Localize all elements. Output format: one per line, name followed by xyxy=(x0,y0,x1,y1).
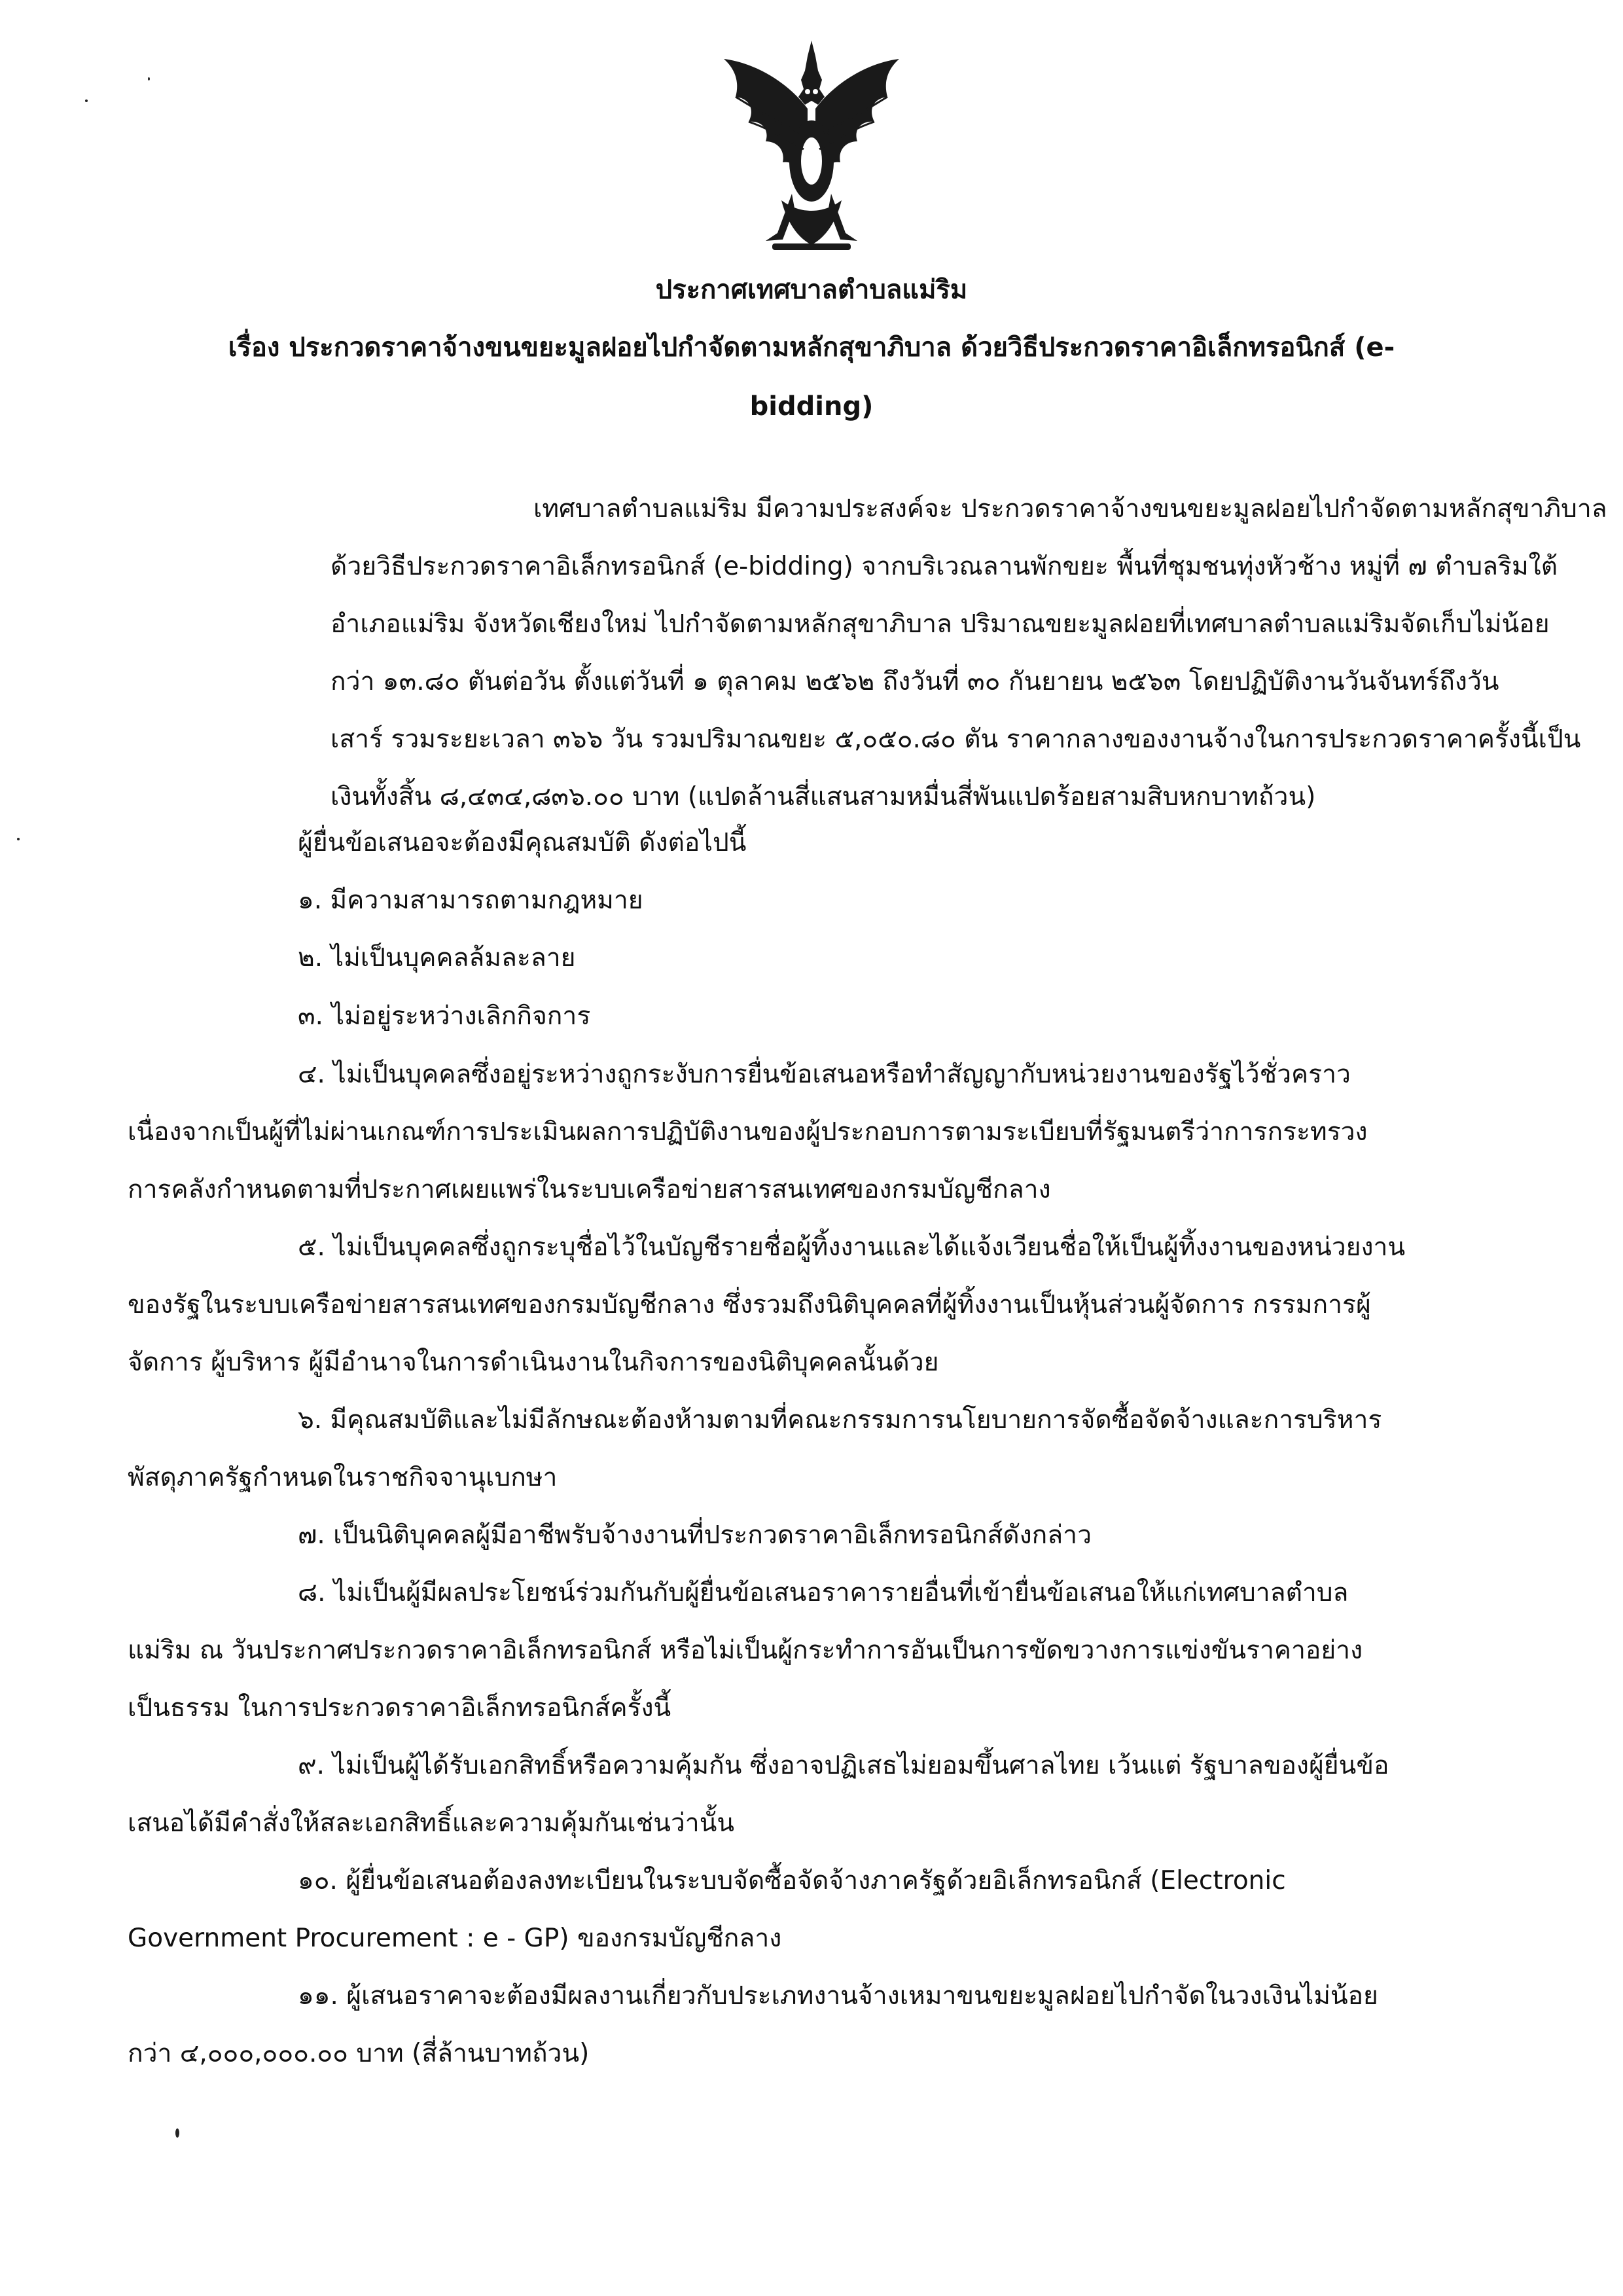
qualification-item-6: ๖. มีคุณสมบัติและไม่มีลักษณะต้องห้ามตามที่คณะกรรมการนโยบายการจัดซื้อจัดจ้างและการบริหาร xyxy=(298,1405,1382,1435)
qualification-item-5-cont: จัดการ ผู้บริหาร ผู้มีอำนาจในการดำเนินงานในกิจการของนิติบุคคลนั้นด้วย xyxy=(128,1348,939,1377)
qualification-item-11: ๑๑. ผู้เสนอราคาจะต้องมีผลงานเกี่ยวกับประเภทงานจ้างเหมาขนขยะมูลฝอยไปกำจัดในวงเงินไม่น้อย xyxy=(298,1981,1378,2011)
qualification-item-6-cont: พัสดุภาครัฐกำหนดในราชกิจจานุเบกษา xyxy=(128,1463,558,1492)
announcement-subject-line-2: bidding) xyxy=(749,391,874,422)
intro-line: เสาร์ รวมระยะเวลา ๓๖๖ วัน รวมปริมาณขยะ ๕,๐๕๐.๘๐ ตัน ราคากลางของงานจ้างในการประกวดราคาครั้งนี้เป็น xyxy=(330,725,1581,754)
qualification-item-1: ๑. มีความสามารถตามกฎหมาย xyxy=(298,886,643,915)
qualification-item-10-cont: Government Procurement : e - GP) ของกรมบัญชีกลาง xyxy=(128,1924,782,1953)
qualification-item-8-cont: เป็นธรรม ในการประกวดราคาอิเล็กทรอนิกส์ครั้งนี้ xyxy=(128,1693,671,1723)
qualification-item-4-cont: เนื่องจากเป็นผู้ที่ไม่ผ่านเกณฑ์การประเมินผลการปฏิบัติงานของผู้ประกอบการตามระเบียบที่รัฐมนตรีว่าการกระทรวง xyxy=(128,1117,1368,1147)
intro-line: เงินทั้งสิ้น ๘,๔๓๔,๘๓๖.๐๐ บาท (แปดล้านสี่แสนสามหมื่นสี่พันแปดร้อยสามสิบหกบาทถ้วน) xyxy=(330,782,1316,812)
qualification-item-4: ๔. ไม่เป็นบุคคลซึ่งอยู่ระหว่างถูกระงับการยื่นข้อเสนอหรือทำสัญญากับหน่วยงานของรัฐไว้ชั่วคราว xyxy=(298,1060,1351,1089)
qualification-item-8: ๘. ไม่เป็นผู้มีผลประโยชน์ร่วมกันกับผู้ยื่นข้อเสนอราคารายอื่นที่เข้ายื่นข้อเสนอให้แก่เทศบาลตำบล xyxy=(298,1578,1349,1607)
qualification-item-11-cont: กว่า ๔,๐๐๐,๐๐๐.๐๐ บาท (สี่ล้านบาทถ้วน) xyxy=(128,2039,590,2068)
qualification-item-5-cont: ของรัฐในระบบเครือข่ายสารสนเทศของกรมบัญชีกลาง ซึ่งรวมถึงนิติบุคคลที่ผู้ทิ้งงานเป็นหุ้นส่วนผู้จัดการ กรรมการผู้ xyxy=(128,1290,1371,1319)
announcement-issuer: ประกาศเทศบาลตำบลแม่ริม xyxy=(655,275,968,305)
qualification-item-10: ๑๐. ผู้ยื่นข้อเสนอต้องลงทะเบียนในระบบจัดซื้อจัดจ้างภาครัฐด้วยอิเล็กทรอนิกส์ (Electronic xyxy=(298,1866,1286,1895)
qualifications-heading: ผู้ยื่นข้อเสนอจะต้องมีคุณสมบัติ ดังต่อไปนี้ xyxy=(298,828,747,857)
garuda-emblem xyxy=(709,37,914,262)
intro-line: เทศบาลตำบลแม่ริม มีความประสงค์จะ ประกวดราคาจ้างขนขยะมูลฝอยไปกำจัดตามหลักสุขาภิบาล xyxy=(533,494,1607,524)
qualification-item-5: ๕. ไม่เป็นบุคคลซึ่งถูกระบุชื่อไว้ในบัญชีรายชื่อผู้ทิ้งงานและได้แจ้งเวียนชื่อให้เป็นผู้ทิ้งงานของหน่วยงาน xyxy=(298,1232,1406,1262)
intro-line: ด้วยวิธีประกวดราคาอิเล็กทรอนิกส์ (e-bidding) จากบริเวณลานพักขยะ พื้นที่ชุมชนทุ่งหัวช้าง หมู่ที่ ๗ ตำบลริมใต้ xyxy=(330,552,1558,581)
scan-speck xyxy=(85,99,88,102)
qualification-item-8-cont: แม่ริม ณ วันประกาศประกวดราคาอิเล็กทรอนิกส์ หรือไม่เป็นผู้กระทำการอันเป็นการขัดขวางการแข่งขันราคาอย่าง xyxy=(128,1636,1363,1665)
intro-paragraph xyxy=(128,493,1607,838)
qualification-item-9-cont: เสนอได้มีคำสั่งให้สละเอกสิทธิ์และความคุ้มกันเช่นว่านั้น xyxy=(128,1808,735,1838)
scan-speck xyxy=(148,77,150,81)
qualification-item-2: ๒. ไม่เป็นบุคคลล้มละลาย xyxy=(298,943,576,973)
announcement-subject-line-1: เรื่อง ประกวดราคาจ้างขนขยะมูลฝอยไปกำจัดตามหลักสุขาภิบาล ด้วยวิธีประกวดราคาอิเล็กทรอนิกส์ (e- xyxy=(228,332,1395,363)
scan-speck xyxy=(17,838,20,840)
qualification-item-7: ๗. เป็นนิติบุคคลผู้มีอาชีพรับจ้างงานที่ประกวดราคาอิเล็กทรอนิกส์ดังกล่าว xyxy=(298,1520,1092,1550)
intro-line: กว่า ๑๓.๘๐ ตันต่อวัน ตั้งแต่วันที่ ๑ ตุลาคม ๒๕๖๒ ถึงวันที่ ๓๐ กันยายน ๒๕๖๓ โดยปฏิบัติงานวันจันทร์ถึงวัน xyxy=(330,667,1499,696)
scan-speck xyxy=(175,2128,179,2138)
intro-line: อำเภอแม่ริม จังหวัดเชียงใหม่ ไปกำจัดตามหลักสุขาภิบาล ปริมาณขยะมูลฝอยที่เทศบาลตำบลแม่ริมจัดเก็บไม่น้อย xyxy=(330,609,1550,639)
qualification-item-4-cont: การคลังกำหนดตามที่ประกาศเผยแพร่ในระบบเครือข่ายสารสนเทศของกรมบัญชีกลาง xyxy=(128,1175,1051,1204)
qualification-item-3: ๓. ไม่อยู่ระหว่างเลิกกิจการ xyxy=(298,1001,591,1031)
qualification-item-9: ๙. ไม่เป็นผู้ได้รับเอกสิทธิ์หรือความคุ้มกัน ซึ่งอาจปฏิเสธไม่ยอมขึ้นศาลไทย เว้นแต่ รัฐบาลของผู้ยื่นข้อ xyxy=(298,1751,1389,1780)
